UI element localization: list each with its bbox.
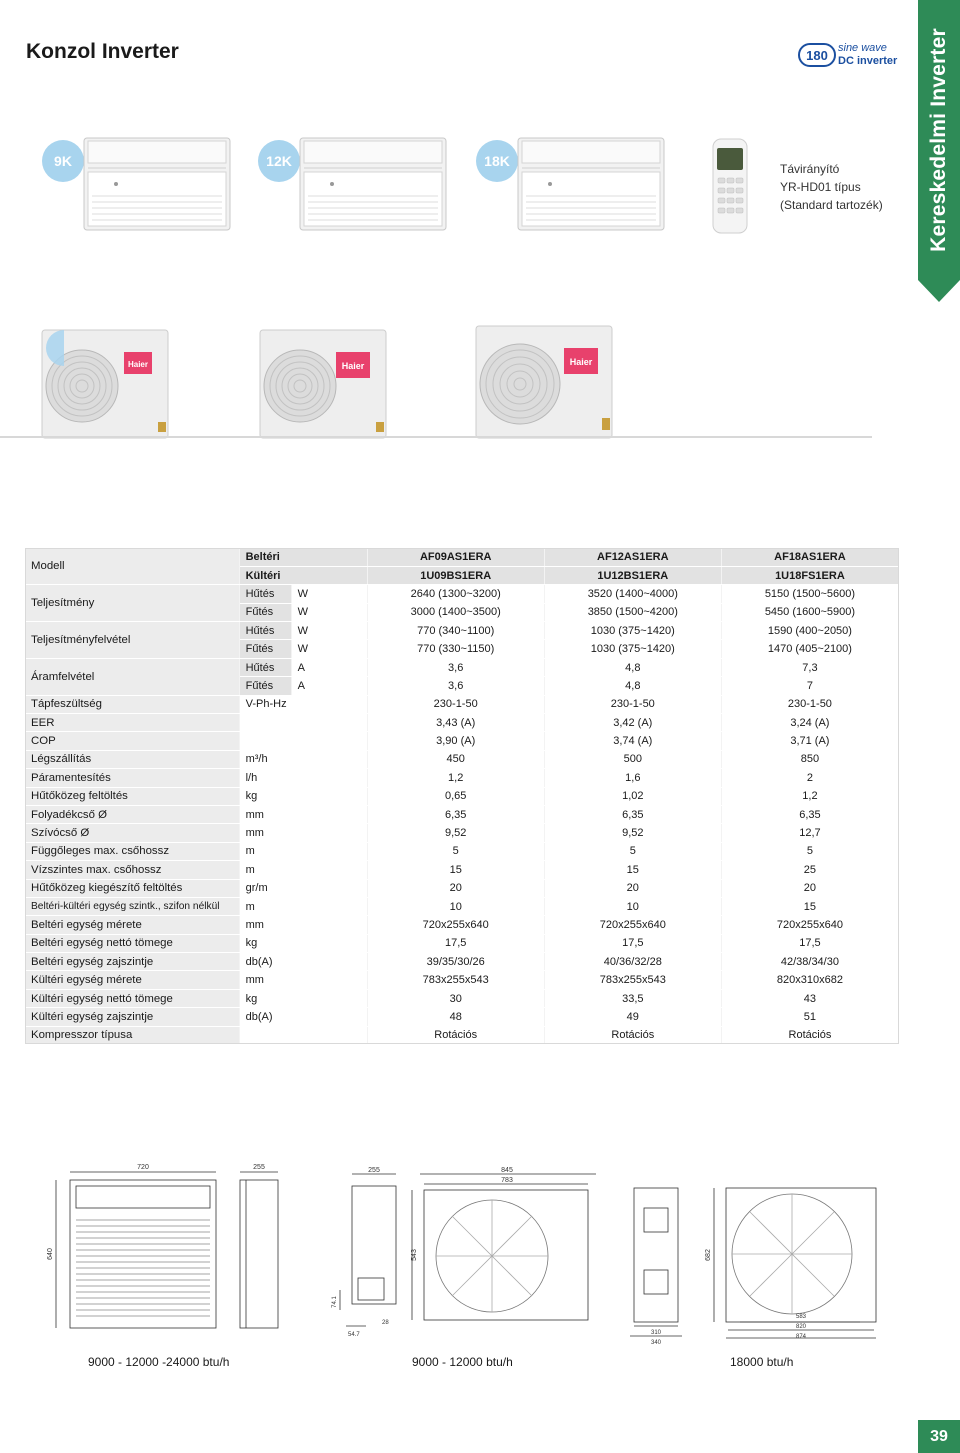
table-row	[25, 714, 899, 732]
row-mode: Fűtés	[239, 677, 291, 695]
row-value: 4,8	[544, 677, 721, 695]
row-unit: m³/h	[239, 750, 367, 768]
row-value: 3,42 (A)	[544, 714, 721, 732]
row-value: 7,3	[721, 658, 898, 676]
row-value: 5	[544, 842, 721, 860]
row-value: 15	[367, 861, 544, 879]
table-row	[25, 824, 899, 842]
row-label: Beltéri egység nettó tömege	[25, 934, 239, 952]
row-value: Rotációs	[721, 1026, 898, 1044]
indoor-model: AF09AS1ERA	[367, 548, 544, 566]
row-label: COP	[25, 732, 239, 750]
row-label: Páramentesítés	[25, 769, 239, 787]
row-value: 1470 (405~2100)	[721, 640, 898, 658]
row-value: 6,35	[544, 805, 721, 823]
row-value: 3000 (1400~3500)	[367, 603, 544, 621]
outdoor-model: 1U18FS1ERA	[721, 566, 898, 584]
row-label: EER	[25, 714, 239, 732]
table-row	[25, 732, 899, 750]
outdoor-large-depth-inner: 310	[650, 1330, 662, 1336]
table-row	[25, 695, 899, 713]
row-value: 4,8	[544, 658, 721, 676]
indoor-unit-image	[298, 136, 448, 232]
svg-text:Haier: Haier	[341, 361, 365, 371]
outdoor-small-front-drawing	[412, 1174, 596, 1320]
row-value: 720x255x640	[544, 916, 721, 934]
table-row	[25, 971, 899, 989]
model-label: Modell	[25, 548, 239, 585]
indoor-height-dim: 640	[47, 1248, 54, 1260]
row-value: 5	[367, 842, 544, 860]
row-unit	[239, 732, 367, 750]
row-value: 20	[544, 879, 721, 897]
row-value: Rotációs	[544, 1026, 721, 1044]
table-row	[25, 787, 899, 805]
row-value: 720x255x640	[367, 916, 544, 934]
row-mode: Hűtés	[239, 658, 291, 676]
row-label: Kompresszor típusa	[25, 1026, 239, 1044]
outdoor-small-width-inner: 783	[501, 1177, 513, 1184]
row-unit	[239, 714, 367, 732]
row-value: 3520 (1400~4000)	[544, 585, 721, 603]
row-value: 3,71 (A)	[721, 732, 898, 750]
outdoor-model: 1U09BS1ERA	[367, 566, 544, 584]
row-value: 3,74 (A)	[544, 732, 721, 750]
row-value: 10	[544, 897, 721, 915]
row-value: Rotációs	[367, 1026, 544, 1044]
outdoor-model: 1U12BS1ERA	[544, 566, 721, 584]
row-value: 6,35	[721, 805, 898, 823]
svg-text:Haier: Haier	[569, 357, 593, 367]
row-label: Hűtőközeg feltöltés	[25, 787, 239, 805]
row-value: 2640 (1300~3200)	[367, 585, 544, 603]
table-row	[25, 989, 899, 1007]
row-value: 48	[367, 1008, 544, 1026]
row-value: 5450 (1600~5900)	[721, 603, 898, 621]
row-label: Kültéri egység zajszintje	[25, 1008, 239, 1026]
svg-text:180: 180	[806, 48, 828, 63]
capacity-badge-12k: 12K	[258, 140, 300, 182]
remote-note-line3: (Standard tartozék)	[780, 198, 883, 212]
row-mode: Fűtés	[239, 603, 291, 621]
row-label: Beltéri-kültéri egység szintk., szifon nélkül	[25, 897, 239, 915]
row-value: 2	[721, 769, 898, 787]
row-label: Vízszintes max. csőhossz	[25, 861, 239, 879]
row-value: 5	[721, 842, 898, 860]
outdoor-unit-image	[258, 326, 388, 444]
section-side-label: Kereskedelmi Inverter	[927, 28, 950, 252]
row-label: Kültéri egység nettó tömege	[25, 989, 239, 1007]
row-value: 5150 (1500~5600)	[721, 585, 898, 603]
row-unit: mm	[239, 805, 367, 823]
simple-rows	[25, 695, 899, 1044]
row-value: 30	[367, 989, 544, 1007]
svg-text:sine wave: sine wave	[838, 42, 887, 54]
row-mode: Hűtés	[239, 585, 291, 603]
row-value: 12,7	[721, 824, 898, 842]
outdoor-large-width-a: 583	[795, 1314, 807, 1320]
foot-height-dim: 74.1	[332, 1296, 338, 1308]
row-value: 3,90 (A)	[367, 732, 544, 750]
row-value: 20	[721, 879, 898, 897]
table-row	[25, 861, 899, 879]
table-row	[25, 658, 899, 676]
row-value: 3,6	[367, 658, 544, 676]
indoor-unit-image	[516, 136, 666, 232]
row-label: Folyadékcső Ø	[25, 805, 239, 823]
row-value: 230-1-50	[544, 695, 721, 713]
row-mode: Hűtés	[239, 622, 291, 640]
row-value: 25	[721, 861, 898, 879]
row-value: 1,2	[367, 769, 544, 787]
row-value: 3,24 (A)	[721, 714, 898, 732]
sine-wave-dc-inverter-logo	[798, 38, 902, 70]
remote-note	[780, 160, 883, 214]
outdoor-unit-image	[474, 322, 614, 444]
row-value: 40/36/32/28	[544, 953, 721, 971]
row-value: 15	[544, 861, 721, 879]
row-value: 0,65	[367, 787, 544, 805]
svg-text:Haier: Haier	[127, 360, 149, 369]
row-value: 39/35/30/26	[367, 953, 544, 971]
table-row	[25, 750, 899, 768]
row-value: 820x310x682	[721, 971, 898, 989]
capacity-badge-9k: 9K	[42, 140, 84, 182]
remote-note-line2: YR-HD01 típus	[780, 180, 861, 194]
indoor-side-drawing	[240, 1172, 278, 1328]
table-row	[25, 585, 899, 603]
row-label: Kültéri egység mérete	[25, 971, 239, 989]
row-value: 770 (340~1100)	[367, 622, 544, 640]
row-unit: mm	[239, 971, 367, 989]
floor-line	[0, 436, 872, 438]
row-value: 1590 (400~2050)	[721, 622, 898, 640]
indoor-front-drawing	[56, 1172, 216, 1328]
row-value: 230-1-50	[367, 695, 544, 713]
row-label: Függőleges max. csőhossz	[25, 842, 239, 860]
row-label: Áramfelvétel	[25, 658, 239, 695]
row-unit: W	[291, 640, 367, 658]
svg-text:DC inverter: DC inverter	[838, 55, 898, 67]
dimension-drawings	[40, 1160, 880, 1346]
row-value: 1030 (375~1420)	[544, 622, 721, 640]
row-value: 783x255x543	[367, 971, 544, 989]
row-label: Légszállítás	[25, 750, 239, 768]
indoor-model: AF12AS1ERA	[544, 548, 721, 566]
row-value: 9,52	[544, 824, 721, 842]
table-row	[25, 879, 899, 897]
row-value: 33,5	[544, 989, 721, 1007]
row-value: 6,35	[367, 805, 544, 823]
row-label: Hűtőközeg kiegészítő feltöltés	[25, 879, 239, 897]
row-unit: m	[239, 861, 367, 879]
row-value: 450	[367, 750, 544, 768]
page-title: Konzol Inverter	[26, 40, 179, 63]
outdoor-label: Kültéri	[239, 566, 367, 584]
table-row	[25, 842, 899, 860]
row-value: 49	[544, 1008, 721, 1026]
row-unit: W	[291, 603, 367, 621]
row-unit: mm	[239, 824, 367, 842]
row-label: Beltéri egység mérete	[25, 916, 239, 934]
drawing-caption: 9000 - 12000 btu/h	[412, 1355, 513, 1369]
row-value: 230-1-50	[721, 695, 898, 713]
row-unit: db(A)	[239, 953, 367, 971]
drawing-caption: 18000 btu/h	[730, 1355, 794, 1369]
row-unit: V-Ph-Hz	[239, 695, 367, 713]
row-value: 17,5	[544, 934, 721, 952]
row-value: 20	[367, 879, 544, 897]
row-unit: gr/m	[239, 879, 367, 897]
table-row	[25, 1008, 899, 1026]
table-row	[25, 622, 899, 640]
row-value: 783x255x543	[544, 971, 721, 989]
page-number: 39	[918, 1420, 960, 1453]
indoor-label: Beltéri	[239, 548, 367, 566]
row-value: 43	[721, 989, 898, 1007]
row-label: Tápfeszültség	[25, 695, 239, 713]
row-unit: A	[291, 677, 367, 695]
row-label: Teljesítmény	[25, 585, 239, 622]
row-value: 10	[367, 897, 544, 915]
row-value: 7	[721, 677, 898, 695]
side-band-arrow	[918, 280, 960, 302]
row-value: 51	[721, 1008, 898, 1026]
row-value: 850	[721, 750, 898, 768]
table-row	[25, 934, 899, 952]
row-value: 3,6	[367, 677, 544, 695]
outdoor-small-depth-dim: 255	[368, 1167, 380, 1174]
row-value: 1,2	[721, 787, 898, 805]
outdoor-large-width-b: 820	[795, 1324, 807, 1330]
row-label: Teljesítményfelvétel	[25, 622, 239, 659]
foot-width-dim: 54.7	[348, 1332, 360, 1338]
row-value: 720x255x640	[721, 916, 898, 934]
row-value: 9,52	[367, 824, 544, 842]
row-value: 500	[544, 750, 721, 768]
indoor-unit-image	[82, 136, 232, 232]
table-row	[25, 916, 899, 934]
row-value: 1030 (375~1420)	[544, 640, 721, 658]
row-unit	[239, 1026, 367, 1044]
row-unit: kg	[239, 787, 367, 805]
row-unit: kg	[239, 934, 367, 952]
row-unit: l/h	[239, 769, 367, 787]
row-value: 42/38/34/30	[721, 953, 898, 971]
row-value: 770 (330~1150)	[367, 640, 544, 658]
table-row	[25, 953, 899, 971]
row-unit: W	[291, 585, 367, 603]
table-row	[25, 1026, 899, 1044]
row-unit: m	[239, 842, 367, 860]
row-mode: Fűtés	[239, 640, 291, 658]
remote-note-line1: Távirányító	[780, 162, 840, 176]
row-value: 3850 (1500~4200)	[544, 603, 721, 621]
outdoor-small-side-drawing	[340, 1174, 396, 1326]
row-label: Szívócső Ø	[25, 824, 239, 842]
foot-depth-dim: 28	[382, 1320, 389, 1326]
remote-control-image	[712, 138, 748, 234]
indoor-width-dim: 720	[137, 1164, 149, 1171]
row-value: 1,6	[544, 769, 721, 787]
outdoor-large-width-c: 874	[795, 1334, 807, 1340]
row-label: Beltéri egység zajszintje	[25, 953, 239, 971]
row-value: 17,5	[367, 934, 544, 952]
outdoor-small-height-dim: 543	[411, 1249, 418, 1261]
drawing-caption: 9000 - 12000 -24000 btu/h	[88, 1355, 230, 1369]
row-unit: db(A)	[239, 1008, 367, 1026]
table-row	[25, 897, 899, 915]
row-value: 3,43 (A)	[367, 714, 544, 732]
row-value: 17,5	[721, 934, 898, 952]
row-unit: kg	[239, 989, 367, 1007]
indoor-model: AF18AS1ERA	[721, 548, 898, 566]
table-row	[25, 805, 899, 823]
outdoor-large-height-dim: 682	[705, 1249, 712, 1261]
table-row	[25, 769, 899, 787]
row-unit: mm	[239, 916, 367, 934]
outdoor-large-side-drawing	[630, 1188, 714, 1336]
row-value: 15	[721, 897, 898, 915]
indoor-depth-dim: 255	[253, 1164, 265, 1171]
row-value: 1,02	[544, 787, 721, 805]
row-unit: m	[239, 897, 367, 915]
spec-table	[25, 548, 899, 1045]
capacity-badge-18k: 18K	[476, 140, 518, 182]
section-side-band	[918, 0, 960, 280]
outdoor-large-depth-outer: 340	[650, 1340, 662, 1346]
row-unit: A	[291, 658, 367, 676]
row-unit: W	[291, 622, 367, 640]
outdoor-small-width-outer: 845	[501, 1167, 513, 1174]
